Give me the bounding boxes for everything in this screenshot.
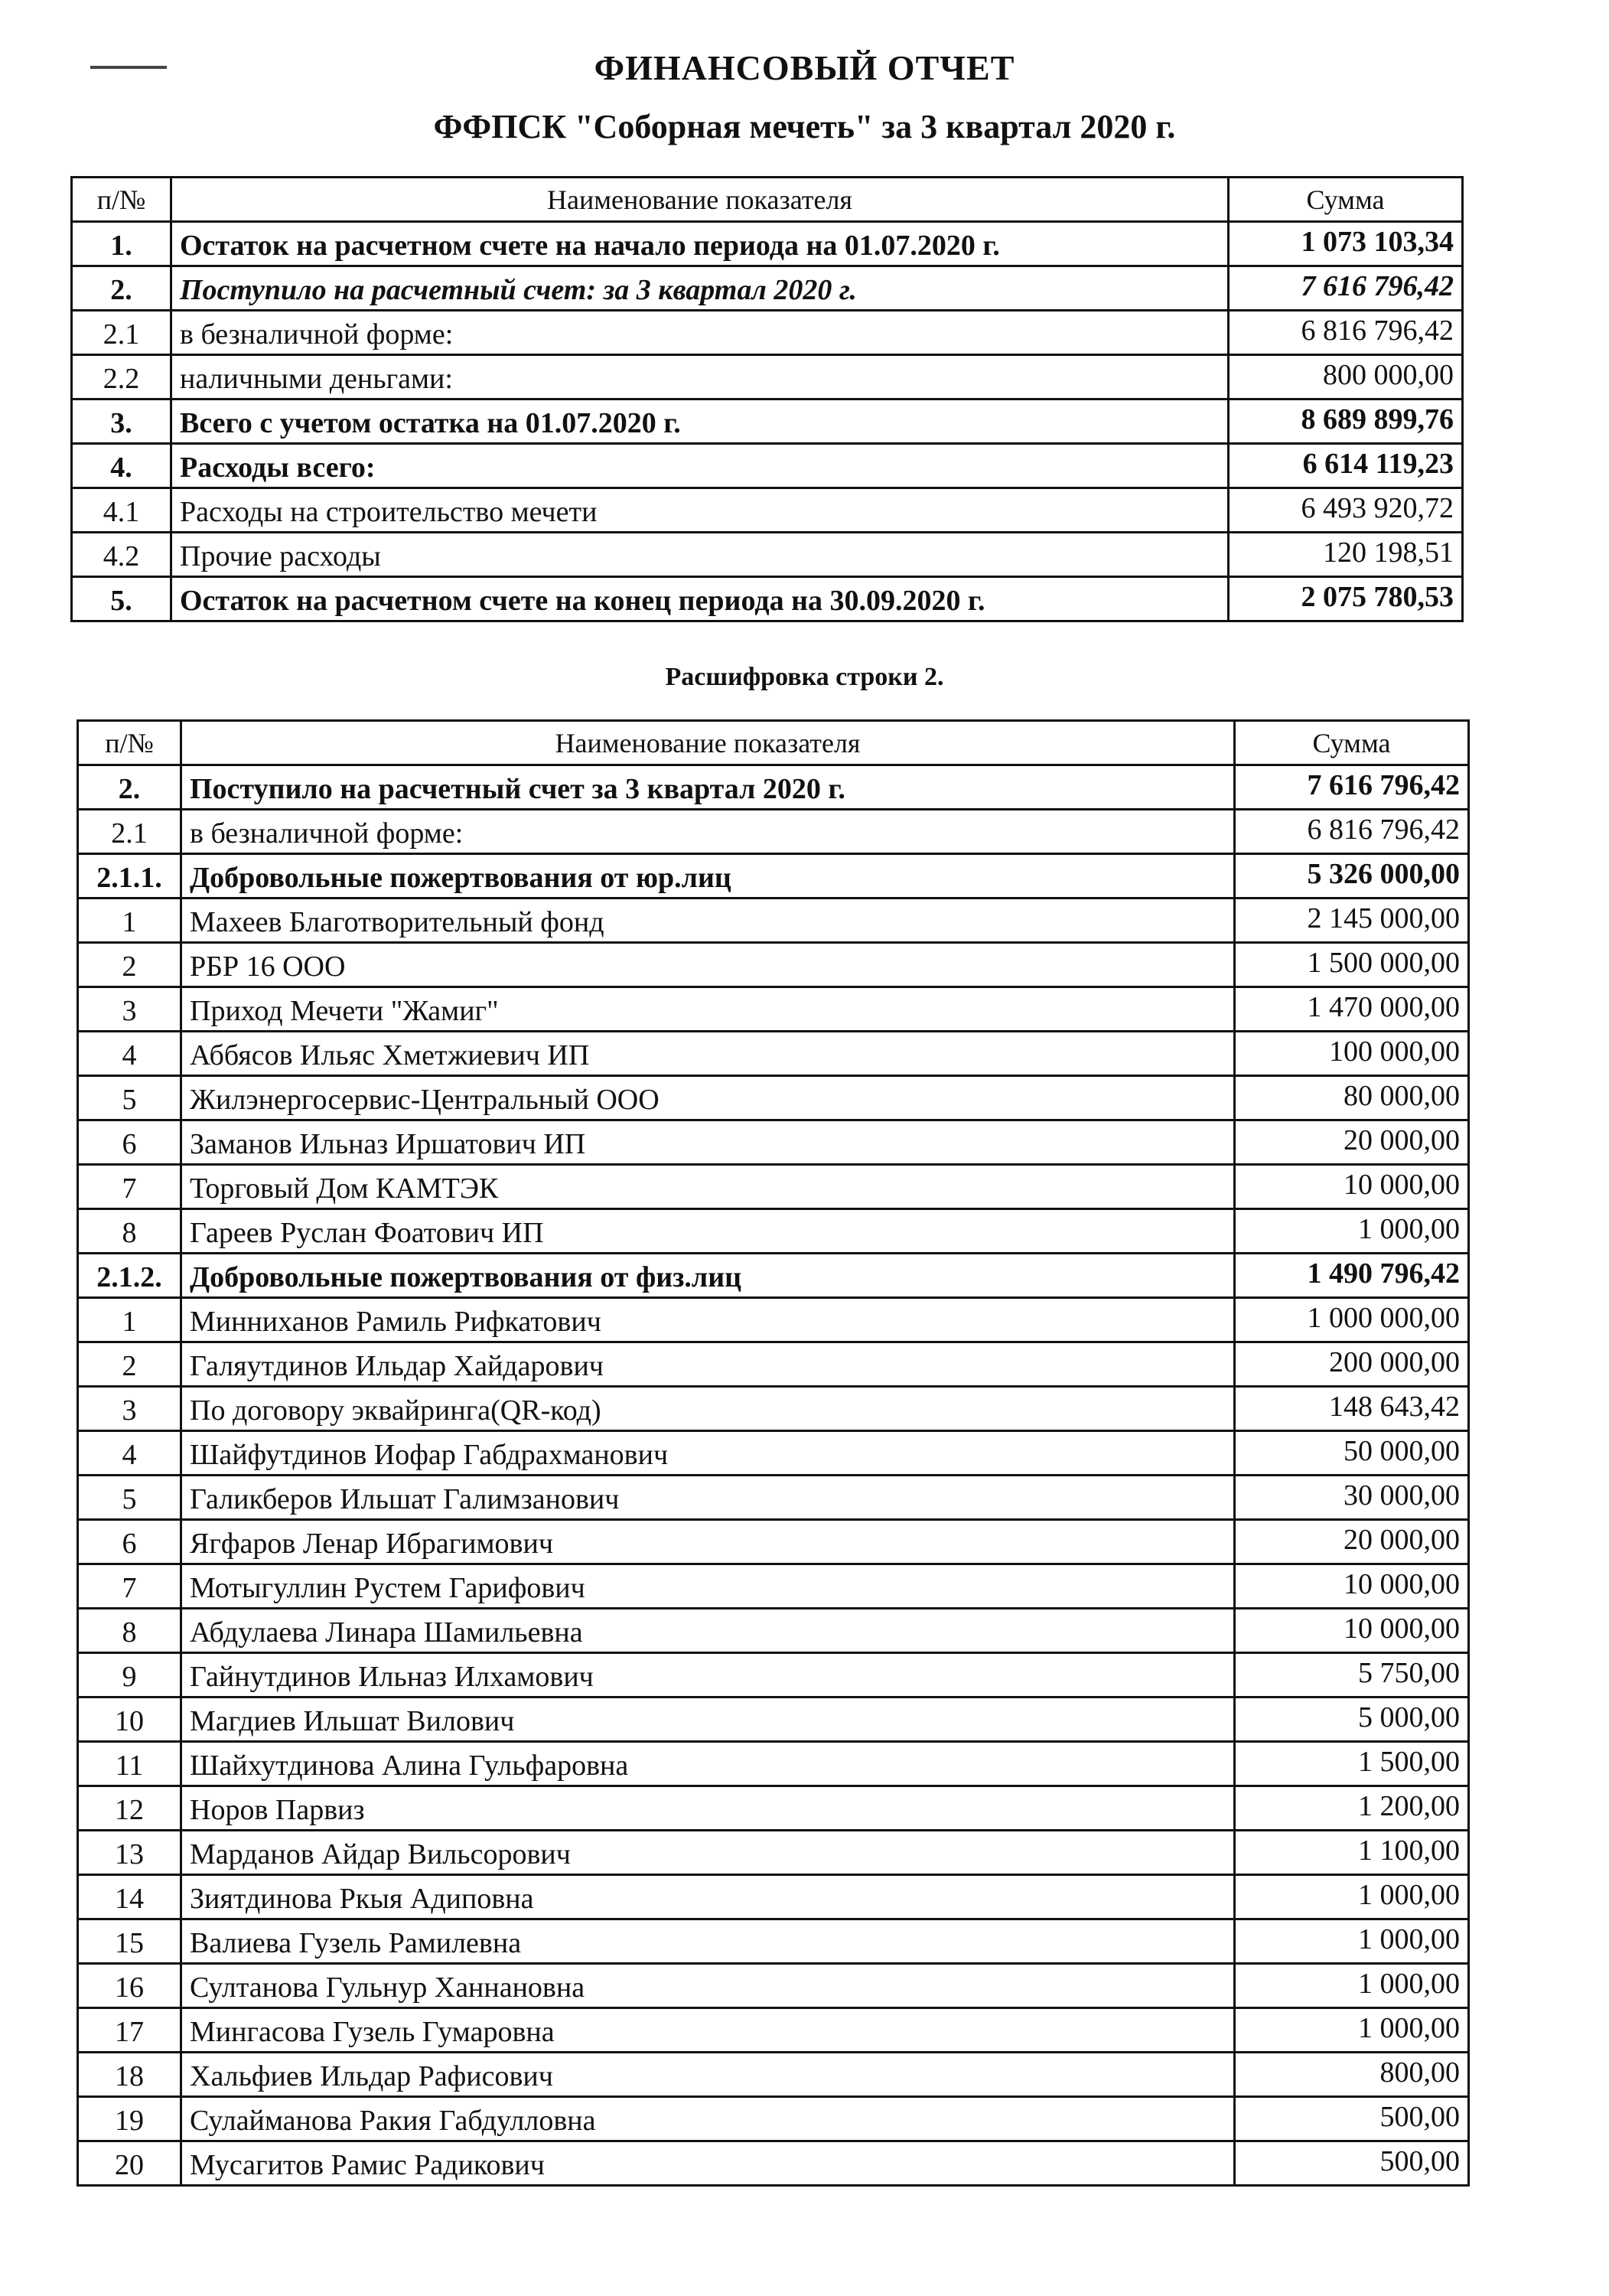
row-sum: 5 326 000,00 [1235,854,1469,899]
table-row [78,943,1469,987]
row-num: 5 [78,1476,181,1520]
table-row [78,854,1469,899]
report-subtitle: ФФПСК "Соборная мечеть" за 3 квартал 2020 г. [433,108,1176,145]
row-sum: 100 000,00 [1235,1032,1469,1076]
table-row [78,1387,1469,1431]
col-header-sum: Сумма [1235,721,1469,765]
table-row [78,1609,1469,1653]
row-num: 6 [78,1520,181,1564]
row-name: Мингасова Гузель Гумаровна [181,2008,1235,2053]
table-row [78,765,1469,810]
row-sum: 1 470 000,00 [1235,987,1469,1032]
row-sum: 6 493 920,72 [1229,488,1463,533]
row-num: 20 [78,2141,181,2186]
row-name: Шайфутдинов Иофар Габдрахманович [181,1431,1235,1476]
row-sum: 120 198,51 [1229,533,1463,577]
row-name: Гареев Руслан Фоатович ИП [181,1209,1235,1254]
row-num: 7 [78,1564,181,1609]
row-name: Норов Парвиз [181,1786,1235,1831]
row-num: 4.1 [72,488,171,533]
row-name: По договору эквайринга(QR-код) [181,1387,1235,1431]
row-num: 4. [72,444,171,488]
table-row [78,1742,1469,1786]
table-row [72,444,1463,488]
table-row [72,577,1463,621]
row-sum: 1 000 000,00 [1235,1298,1469,1342]
table-row [78,1831,1469,1875]
row-sum: 10 000,00 [1235,1165,1469,1209]
row-sum: 50 000,00 [1235,1431,1469,1476]
row-sum: 1 073 103,34 [1229,222,1463,266]
row-sum: 1 000,00 [1235,2008,1469,2053]
row-name: Ягфаров Ленар Ибрагимович [181,1520,1235,1564]
table-row [78,1476,1469,1520]
row-num: 17 [78,2008,181,2053]
table-row [78,1254,1469,1298]
report-title: ФИНАНСОВЫЙ ОТЧЕТ [594,48,1015,87]
row-num: 8 [78,1209,181,1254]
row-name: Зиятдинова Ркыя Адиповна [181,1875,1235,1919]
table-row [72,355,1463,400]
row-name: Остаток на расчетном счете на конец периода на 30.09.2020 г. [171,577,1229,621]
table-row [78,1032,1469,1076]
row-name: Хальфиев Ильдар Рафисович [181,2053,1235,2097]
row-sum: 6 816 796,42 [1229,311,1463,355]
table-row [72,266,1463,311]
row-name: Поступило на расчетный счет: за 3 квартал 2020 г. [171,266,1229,311]
row-sum: 10 000,00 [1235,1609,1469,1653]
table-row [78,1875,1469,1919]
row-sum: 1 500 000,00 [1235,943,1469,987]
row-name: в безналичной форме: [171,311,1229,355]
row-num: 8 [78,1609,181,1653]
row-num: 11 [78,1742,181,1786]
table-row [78,1209,1469,1254]
row-name: Махеев Благотворительный фонд [181,899,1235,943]
row-name: Галикберов Ильшат Галимзанович [181,1476,1235,1520]
row-sum: 1 500,00 [1235,1742,1469,1786]
row-name: РБР 16 ООО [181,943,1235,987]
row-name: Приход Мечети "Жамиг" [181,987,1235,1032]
row-num: 4.2 [72,533,171,577]
row-name: Добровольные пожертвования от физ.лиц [181,1254,1235,1298]
row-name: Валиева Гузель Рамилевна [181,1919,1235,1964]
row-num: 2 [78,1342,181,1387]
row-num: 18 [78,2053,181,2097]
table-row [78,1653,1469,1698]
col-header-name: Наименование показателя [171,178,1229,222]
table-row [78,1919,1469,1964]
row-sum: 1 000,00 [1235,1964,1469,2008]
row-num: 15 [78,1919,181,1964]
table-row [72,533,1463,577]
row-num: 5 [78,1076,181,1120]
row-name: Мотыгуллин Рустем Гарифович [181,1564,1235,1609]
table-row [78,1298,1469,1342]
table-row [78,2097,1469,2141]
table-row [78,987,1469,1032]
row-name: Шайхутдинова Алина Гульфаровна [181,1742,1235,1786]
row-sum: 8 689 899,76 [1229,400,1463,444]
row-sum: 1 000,00 [1235,1919,1469,1964]
row-num: 4 [78,1032,181,1076]
row-sum: 80 000,00 [1235,1076,1469,1120]
row-num: 6 [78,1120,181,1165]
table-row [78,1120,1469,1165]
table-row [72,488,1463,533]
row-num: 2.2 [72,355,171,400]
row-name: Сулайманова Ракия Габдулловна [181,2097,1235,2141]
row-num: 1 [78,899,181,943]
table-row [78,1564,1469,1609]
row-sum: 148 643,42 [1235,1387,1469,1431]
row-name: Аббясов Ильяс Хметжиевич ИП [181,1032,1235,1076]
row-num: 2.1 [72,311,171,355]
row-num: 5. [72,577,171,621]
table-row [72,222,1463,266]
row-name: Поступило на расчетный счет за 3 квартал 2020 г. [181,765,1235,810]
summary-table [70,176,1464,622]
row-sum: 30 000,00 [1235,1476,1469,1520]
table-row [78,899,1469,943]
row-num: 2. [78,765,181,810]
row-sum: 500,00 [1235,2097,1469,2141]
table-row [78,1431,1469,1476]
row-name: в безналичной форме: [181,810,1235,854]
row-num: 2.1 [78,810,181,854]
row-num: 2.1.2. [78,1254,181,1298]
row-num: 16 [78,1964,181,2008]
row-name: наличными деньгами: [171,355,1229,400]
row-name: Добровольные пожертвования от юр.лиц [181,854,1235,899]
row-name: Остаток на расчетном счете на начало периода на 01.07.2020 г. [171,222,1229,266]
row-name: Расходы на строительство мечети [171,488,1229,533]
table-row [78,2008,1469,2053]
row-sum: 10 000,00 [1235,1564,1469,1609]
row-sum: 6 614 119,23 [1229,444,1463,488]
row-name: Мусагитов Рамис Радикович [181,2141,1235,2186]
row-num: 1. [72,222,171,266]
row-num: 4 [78,1431,181,1476]
table-row [78,1165,1469,1209]
row-name: Марданов Айдар Вильсорович [181,1831,1235,1875]
detail-table [77,719,1470,2187]
row-sum: 1 490 796,42 [1235,1254,1469,1298]
table-row [78,810,1469,854]
row-sum: 1 000,00 [1235,1875,1469,1919]
row-num: 3. [72,400,171,444]
row-num: 1 [78,1298,181,1342]
row-num: 19 [78,2097,181,2141]
section-title: Расшифровка строки 2. [665,663,944,691]
table-row [78,2141,1469,2186]
row-name: Торговый Дом КАМТЭК [181,1165,1235,1209]
table-row [78,1698,1469,1742]
table-header-row [78,721,1469,765]
table-row [72,311,1463,355]
row-sum: 20 000,00 [1235,1520,1469,1564]
row-num: 2. [72,266,171,311]
row-sum: 1 100,00 [1235,1831,1469,1875]
row-sum: 20 000,00 [1235,1120,1469,1165]
row-name: Абдулаева Линара Шамильевна [181,1609,1235,1653]
row-sum: 2 075 780,53 [1229,577,1463,621]
col-header-name: Наименование показателя [181,721,1235,765]
row-num: 2 [78,943,181,987]
row-name: Гайнутдинов Ильназ Илхамович [181,1653,1235,1698]
row-sum: 800,00 [1235,2053,1469,2097]
row-sum: 500,00 [1235,2141,1469,2186]
table-row [78,2053,1469,2097]
row-name: Султанова Гульнур Ханнановна [181,1964,1235,2008]
table-row [78,1076,1469,1120]
row-num: 10 [78,1698,181,1742]
row-num: 12 [78,1786,181,1831]
row-sum: 5 750,00 [1235,1653,1469,1698]
detail-table-body [78,765,1469,2186]
row-sum: 5 000,00 [1235,1698,1469,1742]
row-name: Минниханов Рамиль Рифкатович [181,1298,1235,1342]
row-num: 3 [78,1387,181,1431]
table-row [72,400,1463,444]
row-name: Всего с учетом остатка на 01.07.2020 г. [171,400,1229,444]
table-row [78,1964,1469,2008]
row-sum: 1 000,00 [1235,1209,1469,1254]
row-name: Расходы всего: [171,444,1229,488]
col-header-num: п/№ [78,721,181,765]
row-num: 3 [78,987,181,1032]
col-header-sum: Сумма [1229,178,1463,222]
row-sum: 6 816 796,42 [1235,810,1469,854]
row-sum: 2 145 000,00 [1235,899,1469,943]
table-header-row [72,178,1463,222]
row-sum: 7 616 796,42 [1229,266,1463,311]
row-num: 2.1.1. [78,854,181,899]
row-sum: 200 000,00 [1235,1342,1469,1387]
row-sum: 7 616 796,42 [1235,765,1469,810]
row-num: 7 [78,1165,181,1209]
row-name: Жилэнергосервис-Центральный ООО [181,1076,1235,1120]
row-num: 13 [78,1831,181,1875]
row-name: Магдиев Ильшат Вилович [181,1698,1235,1742]
row-sum: 1 200,00 [1235,1786,1469,1831]
row-name: Галяутдинов Ильдар Хайдарович [181,1342,1235,1387]
col-header-num: п/№ [72,178,171,222]
row-num: 14 [78,1875,181,1919]
table-row [78,1520,1469,1564]
table-row [78,1786,1469,1831]
row-name: Прочие расходы [171,533,1229,577]
row-num: 9 [78,1653,181,1698]
row-name: Заманов Ильназ Иршатович ИП [181,1120,1235,1165]
table-row [78,1342,1469,1387]
row-sum: 800 000,00 [1229,355,1463,400]
